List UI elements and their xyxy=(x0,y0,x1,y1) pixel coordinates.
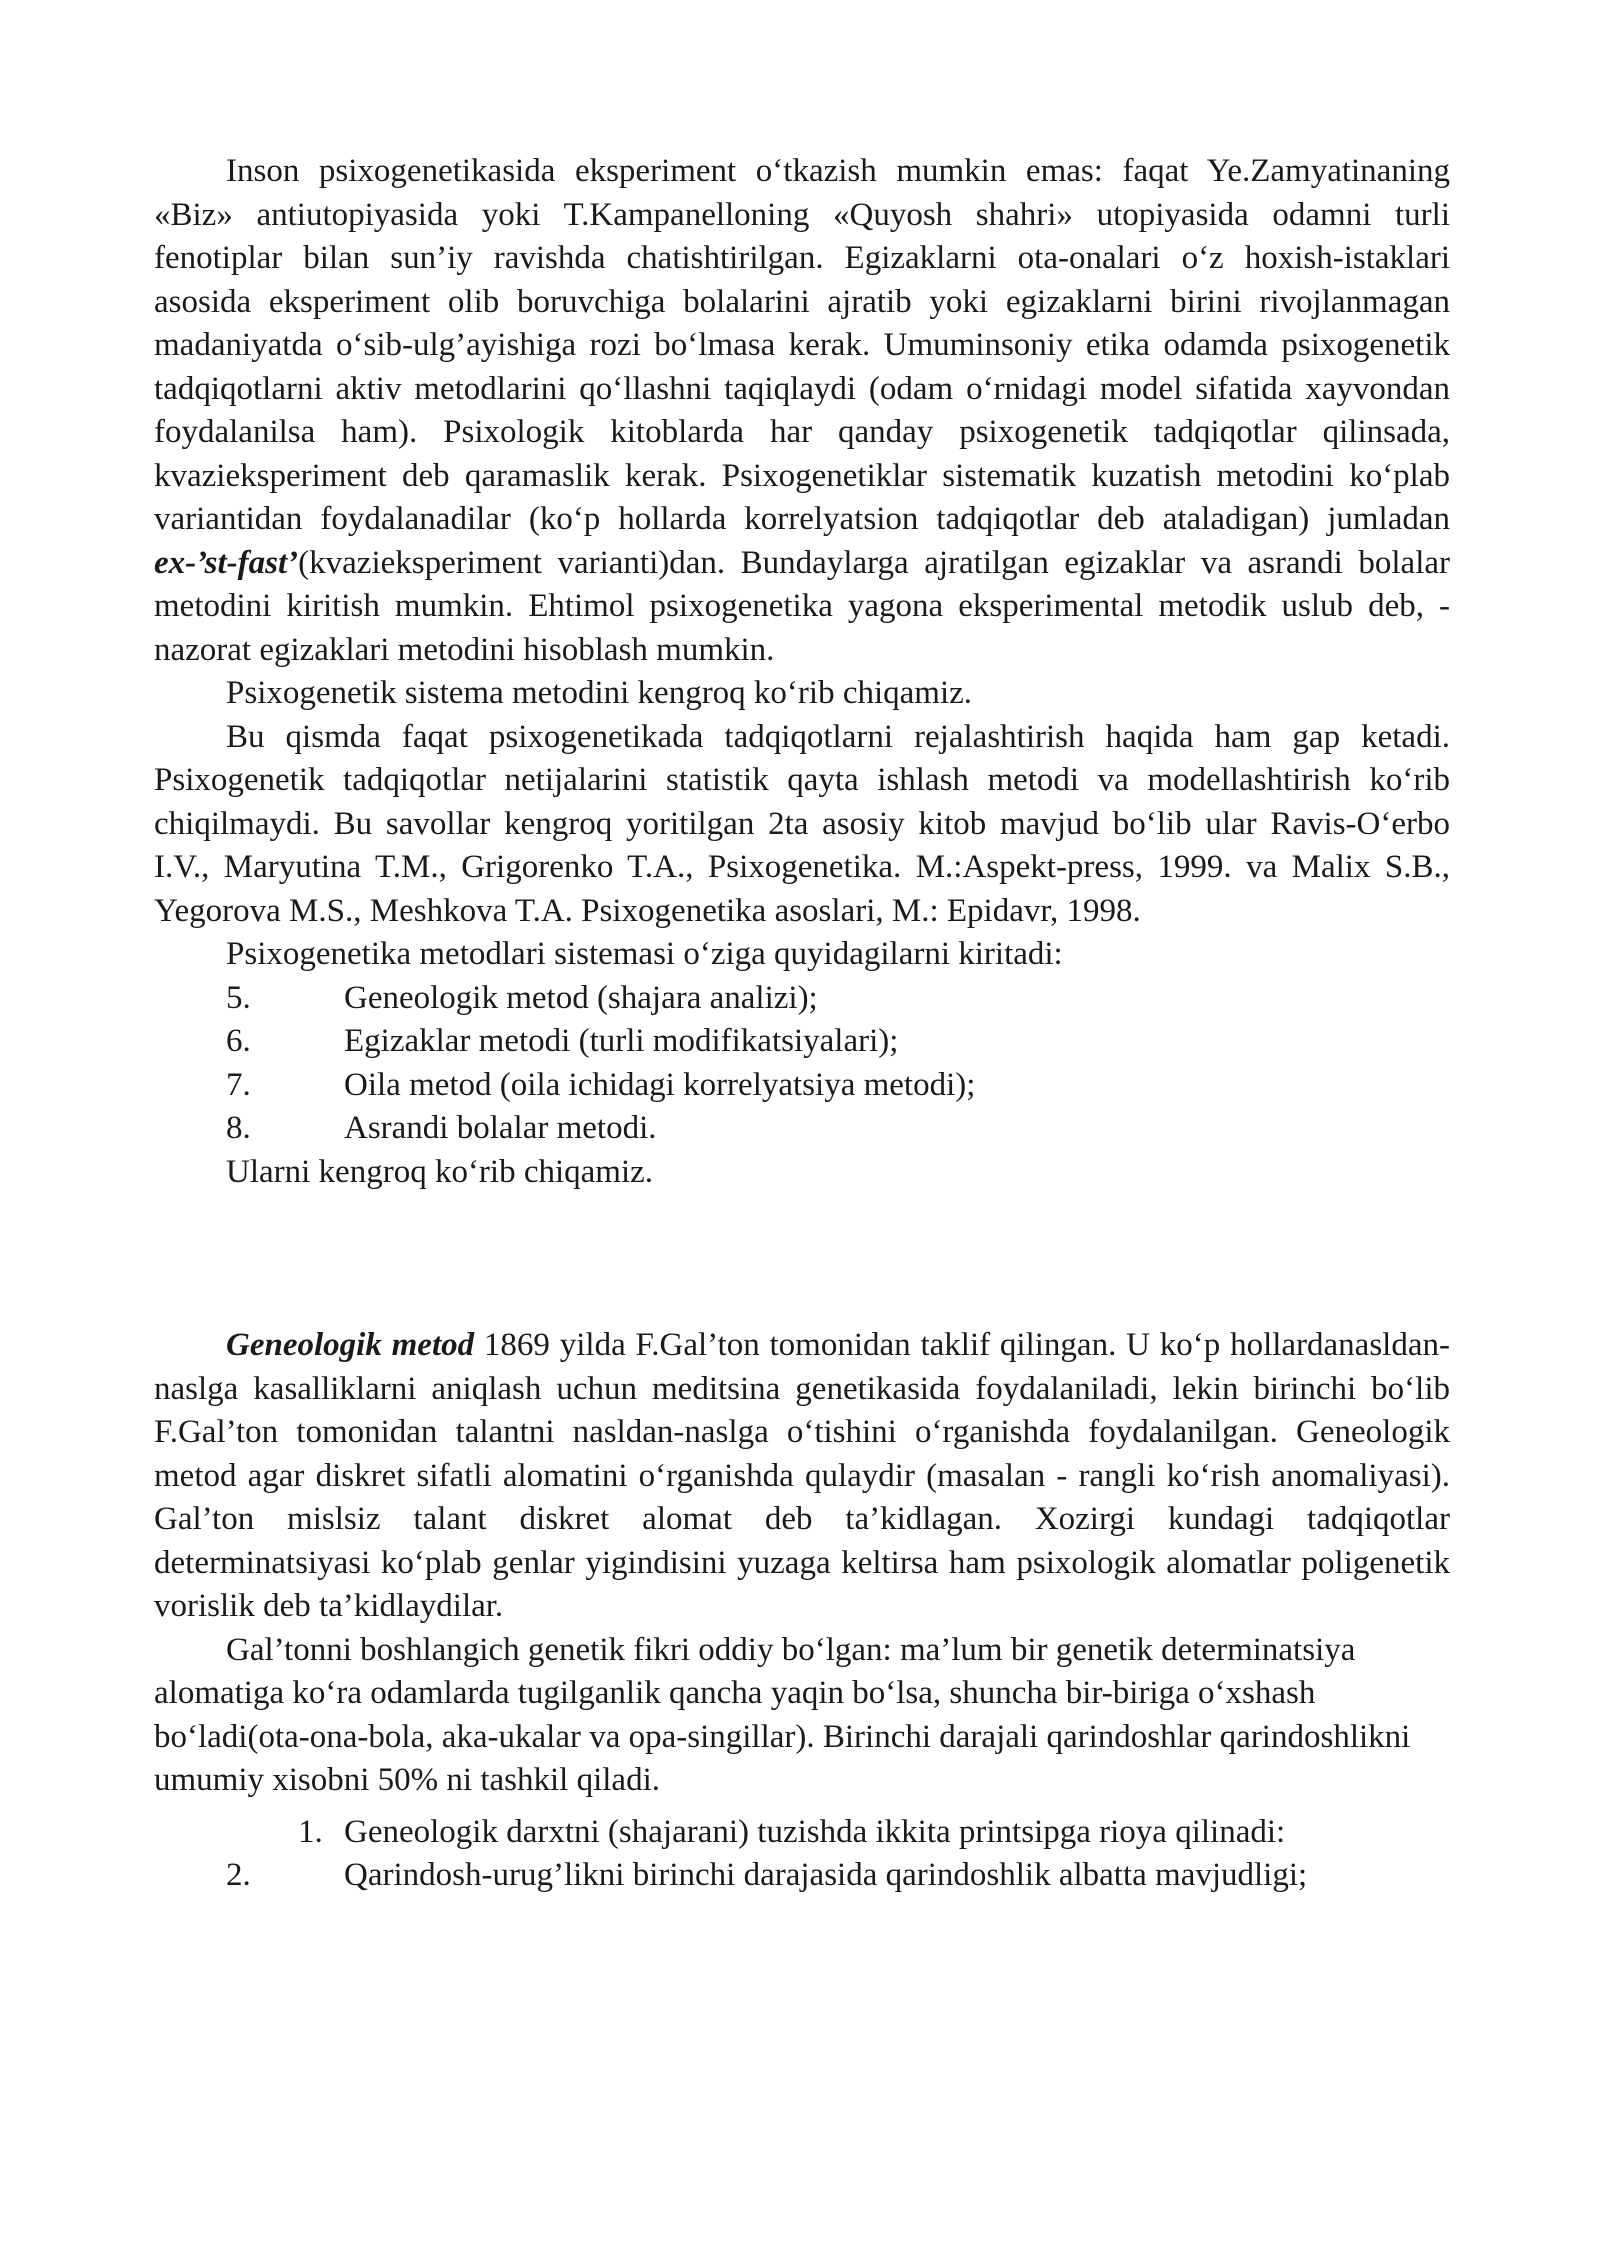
section-spacer xyxy=(154,1194,1450,1324)
list-spacer xyxy=(154,1803,1450,1811)
paragraph-system-method: Psixogenetik sistema metodini kengroq ko‘rib chiqamiz. xyxy=(226,675,973,711)
paragraph-methods-intro: Psixogenetika metodlari sistemasi o‘ziga quyidagilarni kiritadi: xyxy=(226,936,1063,972)
list-text: Egizaklar metodi (turli modifikatsiyalari); xyxy=(344,1023,899,1059)
list-item xyxy=(154,1020,1450,1064)
list-item xyxy=(154,1064,1450,1108)
paragraph-planning: Bu qismda faqat psixogenetikada tadqiqotlarni rejalashtirish haqida ham gap ketadi. Psixogenetik tadqiqotlar netijalarini statistik qayta ishlash metodi va modellashtirish ko‘rib chiqilmaydi. Bu savollar kengroq yoritilgan 2ta asosiy kitob mavjud bo‘lib ular Ravis-O‘erbo I.V., Maryutina T.M., Grigorenko T.A., Psixogenetika. M.:Aspekt-press, 1999. va Malix S.B., Yegorova M.S., Meshkova T.A. Psixogenetika asoslari, M.: Epidavr, 1998. xyxy=(154,718,1450,929)
principles-list xyxy=(154,1811,1450,1898)
list-item xyxy=(154,977,1450,1021)
methods-list xyxy=(154,977,1450,1151)
list-item xyxy=(154,1854,1450,1898)
list-text: Geneologik darxtni (shajarani) tuzishda ikkita printsipga rioya qilinadi: xyxy=(344,1813,1286,1850)
list-item xyxy=(154,1811,1450,1855)
document-body xyxy=(154,150,1450,1898)
list-number: 5. xyxy=(226,979,251,1016)
list-number: 8. xyxy=(226,1110,251,1146)
paragraph-text: (kvazieksperiment varianti)dan. Bundaylarga ajratilgan egizaklar va asrandi bolalar metodini kiritish mumkin. Ehtimol psixogenetika yagona eksperimental metodik uslub deb, - nazorat egizaklari metodini hisoblash mumkin. xyxy=(154,544,1450,668)
section-term: Geneologik metod xyxy=(226,1327,475,1363)
paragraph-review: Ularni kengroq ko‘rib chiqamiz. xyxy=(226,1153,654,1190)
list-text: Asrandi bolalar metodi. xyxy=(344,1110,657,1146)
list-text: Geneologik metod (shajara analizi); xyxy=(344,979,818,1016)
list-number: 6. xyxy=(226,1023,251,1059)
paragraph-text: Inson psixogenetikasida eksperiment o‘tkazish mumkin emas: faqat Ye.Zamyatinaning «Biz» antiutopiyasida yoki T.Kampanelloning «Quyosh shahri» utopiyasida odamni turli fenotiplar bilan sun’iy ravishda chatishtirilgan. Egizaklarni ota-onalari o‘z hoxish-istaklari asosida eksperiment olib boruvchiga bolalarini ajratib yoki egizaklarni birini rivojlanmagan madaniyatda o‘sib-ulg’ayishiga rozi bo‘lmasa kerak. Umuminsoniy etika odamda psixogenetik tadqiqotlarni aktiv metodlarini qo‘llashni taqiqlaydi (odam o‘rnidagi model sifatida xayvondan foydalanilsa ham). Psixologik kitoblarda har qanday psixogenetik tadqiqotlar qilinsada, kvazieksperiment deb qaramaslik kerak. Psixogenetiklar sistematik kuzatish metodini ko‘plab variantidan foydalanadilar (ko‘p hollarda korrelyatsion tadqiqotlar deb ataladigan) jumladan xyxy=(154,153,1450,537)
list-number: 7. xyxy=(226,1066,251,1103)
emphasis-term: ex-’st-fast’ xyxy=(154,544,299,581)
paragraph-text: 1869 yilda F.Gal’ton tomonidan taklif qilingan. U ko‘p hollardanasldan-naslga kasalliklarni aniqlash uchun meditsina genetikasida foydalaniladi, lekin birinchi bo‘lib F.Gal’ton tomonidan talantni nasldan-naslga o‘tishini o‘rganishda foydalanilgan. Geneologik metod agar diskret sifatli alomatini o‘rganishda qulaydir (masalan - rangli ko‘rish anomaliyasi). Gal’ton mislsiz talant diskret alomat deb ta’kidlagan. Xozirgi kundagi tadqiqotlar determinatsiyasi ko‘plab genlar yigindisini yuzaga keltirsa ham psixologik alomatlar poligenetik vorislik deb ta’kidlaydilar. xyxy=(154,1327,1450,1624)
list-number: 2. xyxy=(226,1857,251,1893)
list-text: Oila metod (oila ichidagi korrelyatsiya metodi); xyxy=(344,1066,976,1103)
paragraph-geneologic-method xyxy=(154,1324,1450,1629)
list-item xyxy=(154,1107,1450,1151)
list-text: Qarindosh-urug’likni birinchi darajasida qarindoshlik albatta mavjudligi; xyxy=(344,1857,1308,1893)
list-number: 1. xyxy=(298,1813,323,1850)
paragraph-galton-idea: Gal’tonni boshlangich genetik fikri oddiy bo‘lgan: ma’lum bir genetik determinatsiya alomatiga ko‘ra odamlarda tugilganlik qancha yaqin bo‘lsa, shuncha bir-biriga o‘xshash bo‘ladi(ota-ona-bola, aka-ukalar va opa-singillar). Birinchi darajali qarindoshlar qarindoshlikni umumiy xisobni 50% ni tashkil qiladi. xyxy=(154,1631,1411,1798)
paragraph-experiment xyxy=(154,150,1450,672)
